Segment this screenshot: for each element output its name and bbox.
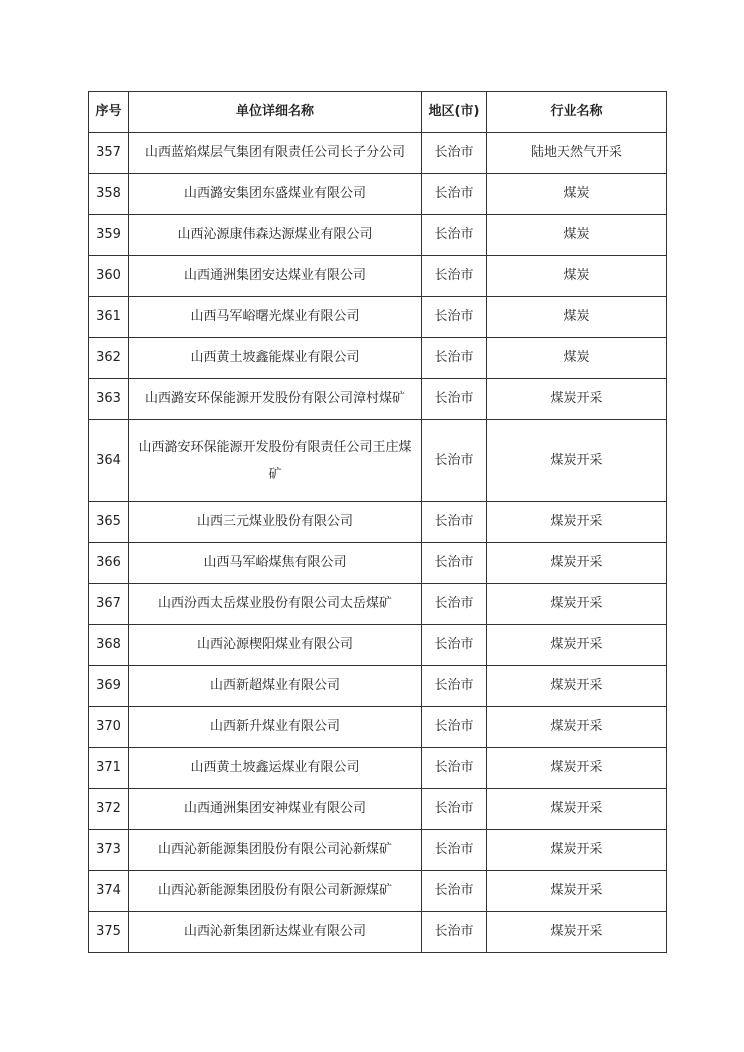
cell-region: 长治市	[422, 338, 487, 379]
table-row	[89, 543, 667, 584]
cell-industry: 煤炭开采	[487, 379, 667, 420]
cell-seq: 374	[89, 871, 129, 912]
cell-industry: 煤炭开采	[487, 789, 667, 830]
cell-name: 山西潞安环保能源开发股份有限责任公司王庄煤矿	[129, 420, 422, 502]
cell-region: 长治市	[422, 666, 487, 707]
cell-name: 山西沁源楔阳煤业有限公司	[129, 625, 422, 666]
cell-industry: 煤炭开采	[487, 666, 667, 707]
table-row	[89, 789, 667, 830]
cell-name: 山西潞安集团东盛煤业有限公司	[129, 174, 422, 215]
table-body	[89, 133, 667, 953]
cell-name: 山西新超煤业有限公司	[129, 666, 422, 707]
cell-industry: 煤炭开采	[487, 502, 667, 543]
cell-seq: 367	[89, 584, 129, 625]
cell-industry: 煤炭	[487, 256, 667, 297]
cell-name: 山西三元煤业股份有限公司	[129, 502, 422, 543]
cell-name: 山西沁新能源集团股份有限公司新源煤矿	[129, 871, 422, 912]
cell-industry: 煤炭开采	[487, 707, 667, 748]
table-row	[89, 707, 667, 748]
cell-region: 长治市	[422, 133, 487, 174]
cell-region: 长治市	[422, 748, 487, 789]
cell-seq: 363	[89, 379, 129, 420]
cell-name: 山西马军峪曙光煤业有限公司	[129, 297, 422, 338]
cell-region: 长治市	[422, 707, 487, 748]
cell-seq: 369	[89, 666, 129, 707]
cell-region: 长治市	[422, 789, 487, 830]
table-row	[89, 912, 667, 953]
cell-industry: 煤炭开采	[487, 871, 667, 912]
enterprise-table	[88, 91, 667, 953]
cell-name: 山西汾西太岳煤业股份有限公司太岳煤矿	[129, 584, 422, 625]
table-row	[89, 748, 667, 789]
cell-region: 长治市	[422, 256, 487, 297]
cell-industry: 煤炭开采	[487, 543, 667, 584]
header-industry: 行业名称	[487, 92, 667, 133]
table-row	[89, 338, 667, 379]
cell-region: 长治市	[422, 912, 487, 953]
table-row	[89, 174, 667, 215]
cell-name: 山西黄土坡鑫运煤业有限公司	[129, 748, 422, 789]
cell-seq: 370	[89, 707, 129, 748]
cell-name: 山西马军峪煤焦有限公司	[129, 543, 422, 584]
table-row	[89, 502, 667, 543]
table-row	[89, 297, 667, 338]
table-row	[89, 256, 667, 297]
cell-seq: 361	[89, 297, 129, 338]
cell-name: 山西沁源康伟森达源煤业有限公司	[129, 215, 422, 256]
cell-region: 长治市	[422, 830, 487, 871]
cell-name: 山西蓝焰煤层气集团有限责任公司长子分公司	[129, 133, 422, 174]
cell-industry: 陆地天然气开采	[487, 133, 667, 174]
cell-region: 长治市	[422, 543, 487, 584]
cell-seq: 357	[89, 133, 129, 174]
cell-name: 山西潞安环保能源开发股份有限公司漳村煤矿	[129, 379, 422, 420]
table-row	[89, 625, 667, 666]
table-row	[89, 871, 667, 912]
cell-name: 山西通洲集团安神煤业有限公司	[129, 789, 422, 830]
cell-seq: 372	[89, 789, 129, 830]
cell-name: 山西通洲集团安达煤业有限公司	[129, 256, 422, 297]
cell-industry: 煤炭	[487, 174, 667, 215]
table-header-row	[89, 92, 667, 133]
cell-region: 长治市	[422, 871, 487, 912]
header-name: 单位详细名称	[129, 92, 422, 133]
cell-seq: 365	[89, 502, 129, 543]
cell-industry: 煤炭开采	[487, 912, 667, 953]
cell-seq: 362	[89, 338, 129, 379]
cell-region: 长治市	[422, 584, 487, 625]
cell-name: 山西黄土坡鑫能煤业有限公司	[129, 338, 422, 379]
cell-industry: 煤炭开采	[487, 420, 667, 502]
table-row	[89, 215, 667, 256]
cell-name: 山西新升煤业有限公司	[129, 707, 422, 748]
cell-industry: 煤炭开采	[487, 625, 667, 666]
cell-seq: 371	[89, 748, 129, 789]
cell-seq: 360	[89, 256, 129, 297]
table-row	[89, 420, 667, 502]
cell-industry: 煤炭开采	[487, 584, 667, 625]
cell-seq: 364	[89, 420, 129, 502]
cell-industry: 煤炭	[487, 297, 667, 338]
table-row	[89, 830, 667, 871]
table-row	[89, 584, 667, 625]
cell-region: 长治市	[422, 625, 487, 666]
cell-seq: 366	[89, 543, 129, 584]
cell-industry: 煤炭开采	[487, 748, 667, 789]
cell-region: 长治市	[422, 174, 487, 215]
cell-seq: 373	[89, 830, 129, 871]
cell-industry: 煤炭	[487, 215, 667, 256]
cell-seq: 375	[89, 912, 129, 953]
cell-seq: 368	[89, 625, 129, 666]
table-row	[89, 379, 667, 420]
cell-industry: 煤炭开采	[487, 830, 667, 871]
cell-name: 山西沁新能源集团股份有限公司沁新煤矿	[129, 830, 422, 871]
cell-seq: 359	[89, 215, 129, 256]
header-seq: 序号	[89, 92, 129, 133]
cell-region: 长治市	[422, 215, 487, 256]
cell-region: 长治市	[422, 297, 487, 338]
header-region: 地区(市)	[422, 92, 487, 133]
cell-seq: 358	[89, 174, 129, 215]
cell-region: 长治市	[422, 379, 487, 420]
cell-name: 山西沁新集团新达煤业有限公司	[129, 912, 422, 953]
table-row	[89, 666, 667, 707]
cell-industry: 煤炭	[487, 338, 667, 379]
table-row	[89, 133, 667, 174]
cell-region: 长治市	[422, 420, 487, 502]
cell-region: 长治市	[422, 502, 487, 543]
